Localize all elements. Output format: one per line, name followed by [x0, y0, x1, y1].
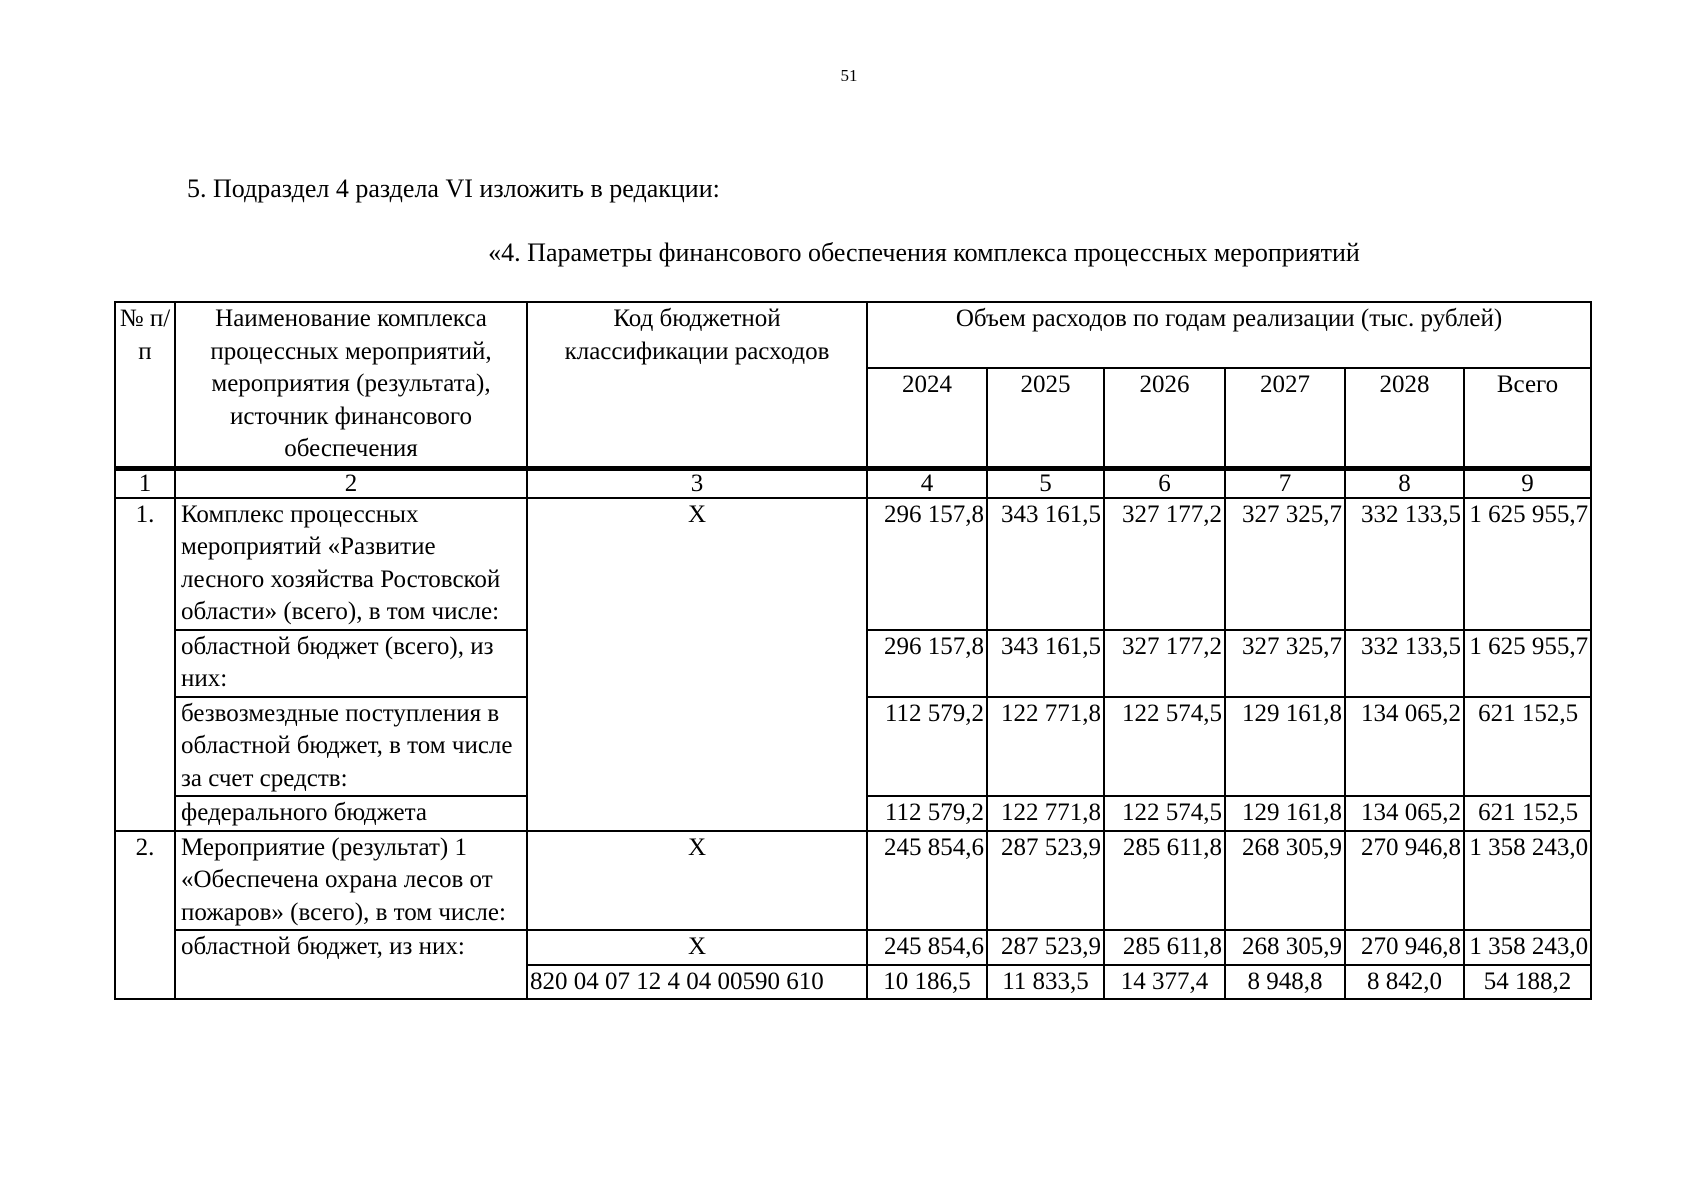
- row-value: 112 579,2: [867, 796, 987, 831]
- row-name: областной бюджет, из них:: [175, 930, 527, 999]
- index-cell: 4: [867, 468, 987, 498]
- row-value: 8 842,0: [1345, 965, 1464, 1000]
- row-value: 343 161,5: [987, 630, 1104, 697]
- row-value: 11 833,5: [987, 965, 1104, 1000]
- index-row: [115, 468, 1591, 498]
- row-value: 327 177,2: [1104, 498, 1225, 630]
- header-code: Код бюджетной классификации расходов: [527, 302, 867, 468]
- header-year: 2025: [987, 368, 1104, 468]
- row-value: 134 065,2: [1345, 796, 1464, 831]
- index-cell: 1: [115, 468, 175, 498]
- row-code: 820 04 07 12 4 04 00590 610: [527, 965, 867, 1000]
- row-value: 122 771,8: [987, 796, 1104, 831]
- row-total: 54 188,2: [1464, 965, 1591, 1000]
- row-value: 327 325,7: [1225, 498, 1345, 630]
- page-number: 51: [840, 66, 858, 85]
- intro-paragraph: 5. Подраздел 4 раздела VI изложить в редакции:: [187, 174, 720, 203]
- index-cell: 5: [987, 468, 1104, 498]
- header-year: 2026: [1104, 368, 1225, 468]
- row-value: 14 377,4: [1104, 965, 1225, 1000]
- header-row: [115, 302, 1591, 368]
- row-total: 1 625 955,7: [1464, 498, 1591, 630]
- header-year: 2024: [867, 368, 987, 468]
- header-no: № п/п: [115, 302, 175, 468]
- row-name: федерального бюджета: [175, 796, 527, 831]
- row-value: 327 325,7: [1225, 630, 1345, 697]
- row-total: 1 358 243,0: [1464, 930, 1591, 965]
- row-value: 129 161,8: [1225, 796, 1345, 831]
- row-value: 8 948,8: [1225, 965, 1345, 1000]
- row-value: 285 611,8: [1104, 831, 1225, 931]
- row-value: 287 523,9: [987, 930, 1104, 965]
- row-code: Х: [527, 498, 867, 831]
- row-value: 122 771,8: [987, 697, 1104, 797]
- row-total: 1 625 955,7: [1464, 630, 1591, 697]
- row-value: 296 157,8: [867, 498, 987, 630]
- row-value: 332 133,5: [1345, 498, 1464, 630]
- row-name: безвозмездные поступления в областной бюджет, в том числе за счет средств:: [175, 697, 527, 797]
- row-value: 134 065,2: [1345, 697, 1464, 797]
- table-row: [115, 930, 1591, 965]
- row-number: 1.: [115, 498, 175, 831]
- row-number: 2.: [115, 831, 175, 1000]
- row-value: 122 574,5: [1104, 796, 1225, 831]
- index-cell: 3: [527, 468, 867, 498]
- row-value: 112 579,2: [867, 697, 987, 797]
- index-cell: 7: [1225, 468, 1345, 498]
- index-cell: 9: [1464, 468, 1591, 498]
- header-volume: Объем расходов по годам реализации (тыс. рублей): [867, 302, 1591, 368]
- table-row: [115, 498, 1591, 630]
- row-value: 245 854,6: [867, 831, 987, 931]
- financing-table: [114, 301, 1592, 1000]
- row-name: Комплекс процессных мероприятий «Развитие лесного хозяйства Ростовской области» (всего), в том числе:: [175, 498, 527, 630]
- row-value: 327 177,2: [1104, 630, 1225, 697]
- index-cell: 6: [1104, 468, 1225, 498]
- row-value: 285 611,8: [1104, 930, 1225, 965]
- header-total: Всего: [1464, 368, 1591, 468]
- row-value: 10 186,5: [867, 965, 987, 1000]
- header-name: Наименование комплекса процессных мероприятий, мероприятия (результата), источник финансового обеспечения: [175, 302, 527, 468]
- row-value: 332 133,5: [1345, 630, 1464, 697]
- table-title: «4. Параметры финансового обеспечения комплекса процессных мероприятий: [488, 238, 1360, 267]
- row-value: 268 305,9: [1225, 930, 1345, 965]
- row-total: 621 152,5: [1464, 697, 1591, 797]
- row-value: 245 854,6: [867, 930, 987, 965]
- header-year: 2027: [1225, 368, 1345, 468]
- row-value: 122 574,5: [1104, 697, 1225, 797]
- row-value: 296 157,8: [867, 630, 987, 697]
- row-name: Мероприятие (результат) 1 «Обеспечена охрана лесов от пожаров» (всего), в том числе:: [175, 831, 527, 931]
- index-cell: 2: [175, 468, 527, 498]
- table-row: [115, 831, 1591, 931]
- row-value: 343 161,5: [987, 498, 1104, 630]
- row-value: 270 946,8: [1345, 831, 1464, 931]
- row-name: областной бюджет (всего), из них:: [175, 630, 527, 697]
- index-cell: 8: [1345, 468, 1464, 498]
- header-year: 2028: [1345, 368, 1464, 468]
- row-code: Х: [527, 930, 867, 965]
- row-value: 268 305,9: [1225, 831, 1345, 931]
- row-value: 287 523,9: [987, 831, 1104, 931]
- row-code: Х: [527, 831, 867, 931]
- row-total: 1 358 243,0: [1464, 831, 1591, 931]
- row-value: 129 161,8: [1225, 697, 1345, 797]
- row-total: 621 152,5: [1464, 796, 1591, 831]
- row-value: 270 946,8: [1345, 930, 1464, 965]
